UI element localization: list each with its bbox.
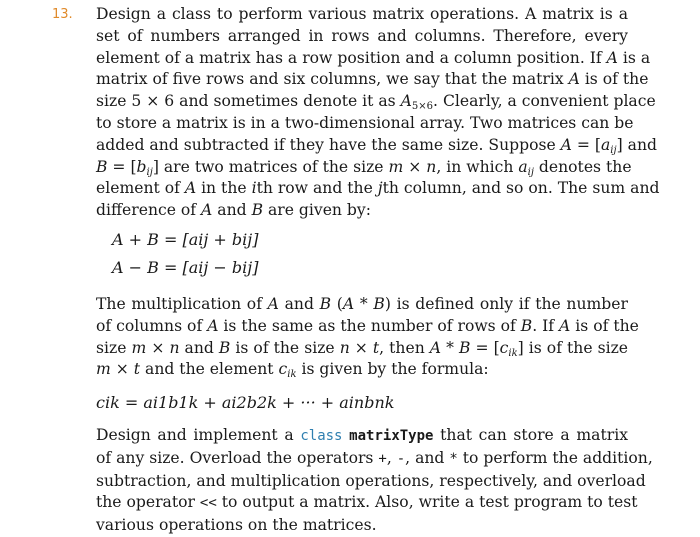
problem-paragraph-1 <box>96 4 660 222</box>
text-line: matrix of five rows and six columns, we say that the matrix A is of the <box>96 70 649 89</box>
text-line: of columns of A is the same as the number of rows of B. If A is of the <box>96 316 639 335</box>
code-operator: - <box>396 450 406 467</box>
text-line: Design and implement a class matrixType that can store a matrix <box>96 426 628 444</box>
exercise-number: 13. <box>52 7 73 22</box>
text-line: subtraction, and multiplication operations, respectively, and overload <box>96 471 646 490</box>
text-line: size 5 × 6 and sometimes denote it as $A_{5\times 6}$. Clearly, a convenient place <box>96 92 656 113</box>
text-line: difference of A and B are given by: <box>96 201 371 220</box>
text-line: Design a class to perform various matrix operations. A matrix is a <box>96 5 628 23</box>
text-line: The multiplication of A and B (A * B) is defined only if the number <box>96 295 628 313</box>
code-keyword-class: class <box>300 428 343 444</box>
text-line: size m × n and B is of the size n × t, then $A * B = [c_{ik}]$ is of the size <box>96 338 629 359</box>
problem-paragraph-2 <box>96 294 639 381</box>
text-line: of any size. Overload the operators +, -, and * to perform the addition, <box>96 448 653 467</box>
text-line: added and subtracted if they have the same size. Suppose $A = [a_{ij}]$ and <box>96 135 657 156</box>
text-line: element of A in the ith row and the jth column, and so on. The sum and <box>96 179 660 198</box>
code-operator: * <box>449 450 458 467</box>
problem-paragraph-3 <box>96 425 653 537</box>
text-line: m × t and the element $c_{ik}$ is given by the formula: <box>96 360 489 381</box>
text-line: to store a matrix is in a two-dimensional array. Two matrices can be <box>96 113 634 132</box>
text-line: set of numbers arranged in rows and columns. Therefore, every <box>96 26 628 45</box>
text-line: $B = [b_{ij}]$ are two matrices of the size m × n, in which $a_{ij}$ denotes the <box>96 157 632 178</box>
product-formula: cik = ai1b1k + ai2b2k + ··· + ainbnk <box>96 393 395 412</box>
text-line: various operations on the matrices. <box>96 516 377 535</box>
text-line: the operator << to output a matrix. Also, write a test program to test <box>96 493 638 512</box>
code-operator: + <box>378 450 387 467</box>
code-operator: << <box>199 495 217 512</box>
difference-equation: A − B = [aij − bij] <box>112 258 259 277</box>
code-class-name: matrixType <box>349 428 434 444</box>
text-line: element of a matrix has a row position and a column position. If A is a <box>96 48 651 67</box>
sum-equation: A + B = [aij + bij] <box>112 230 259 249</box>
